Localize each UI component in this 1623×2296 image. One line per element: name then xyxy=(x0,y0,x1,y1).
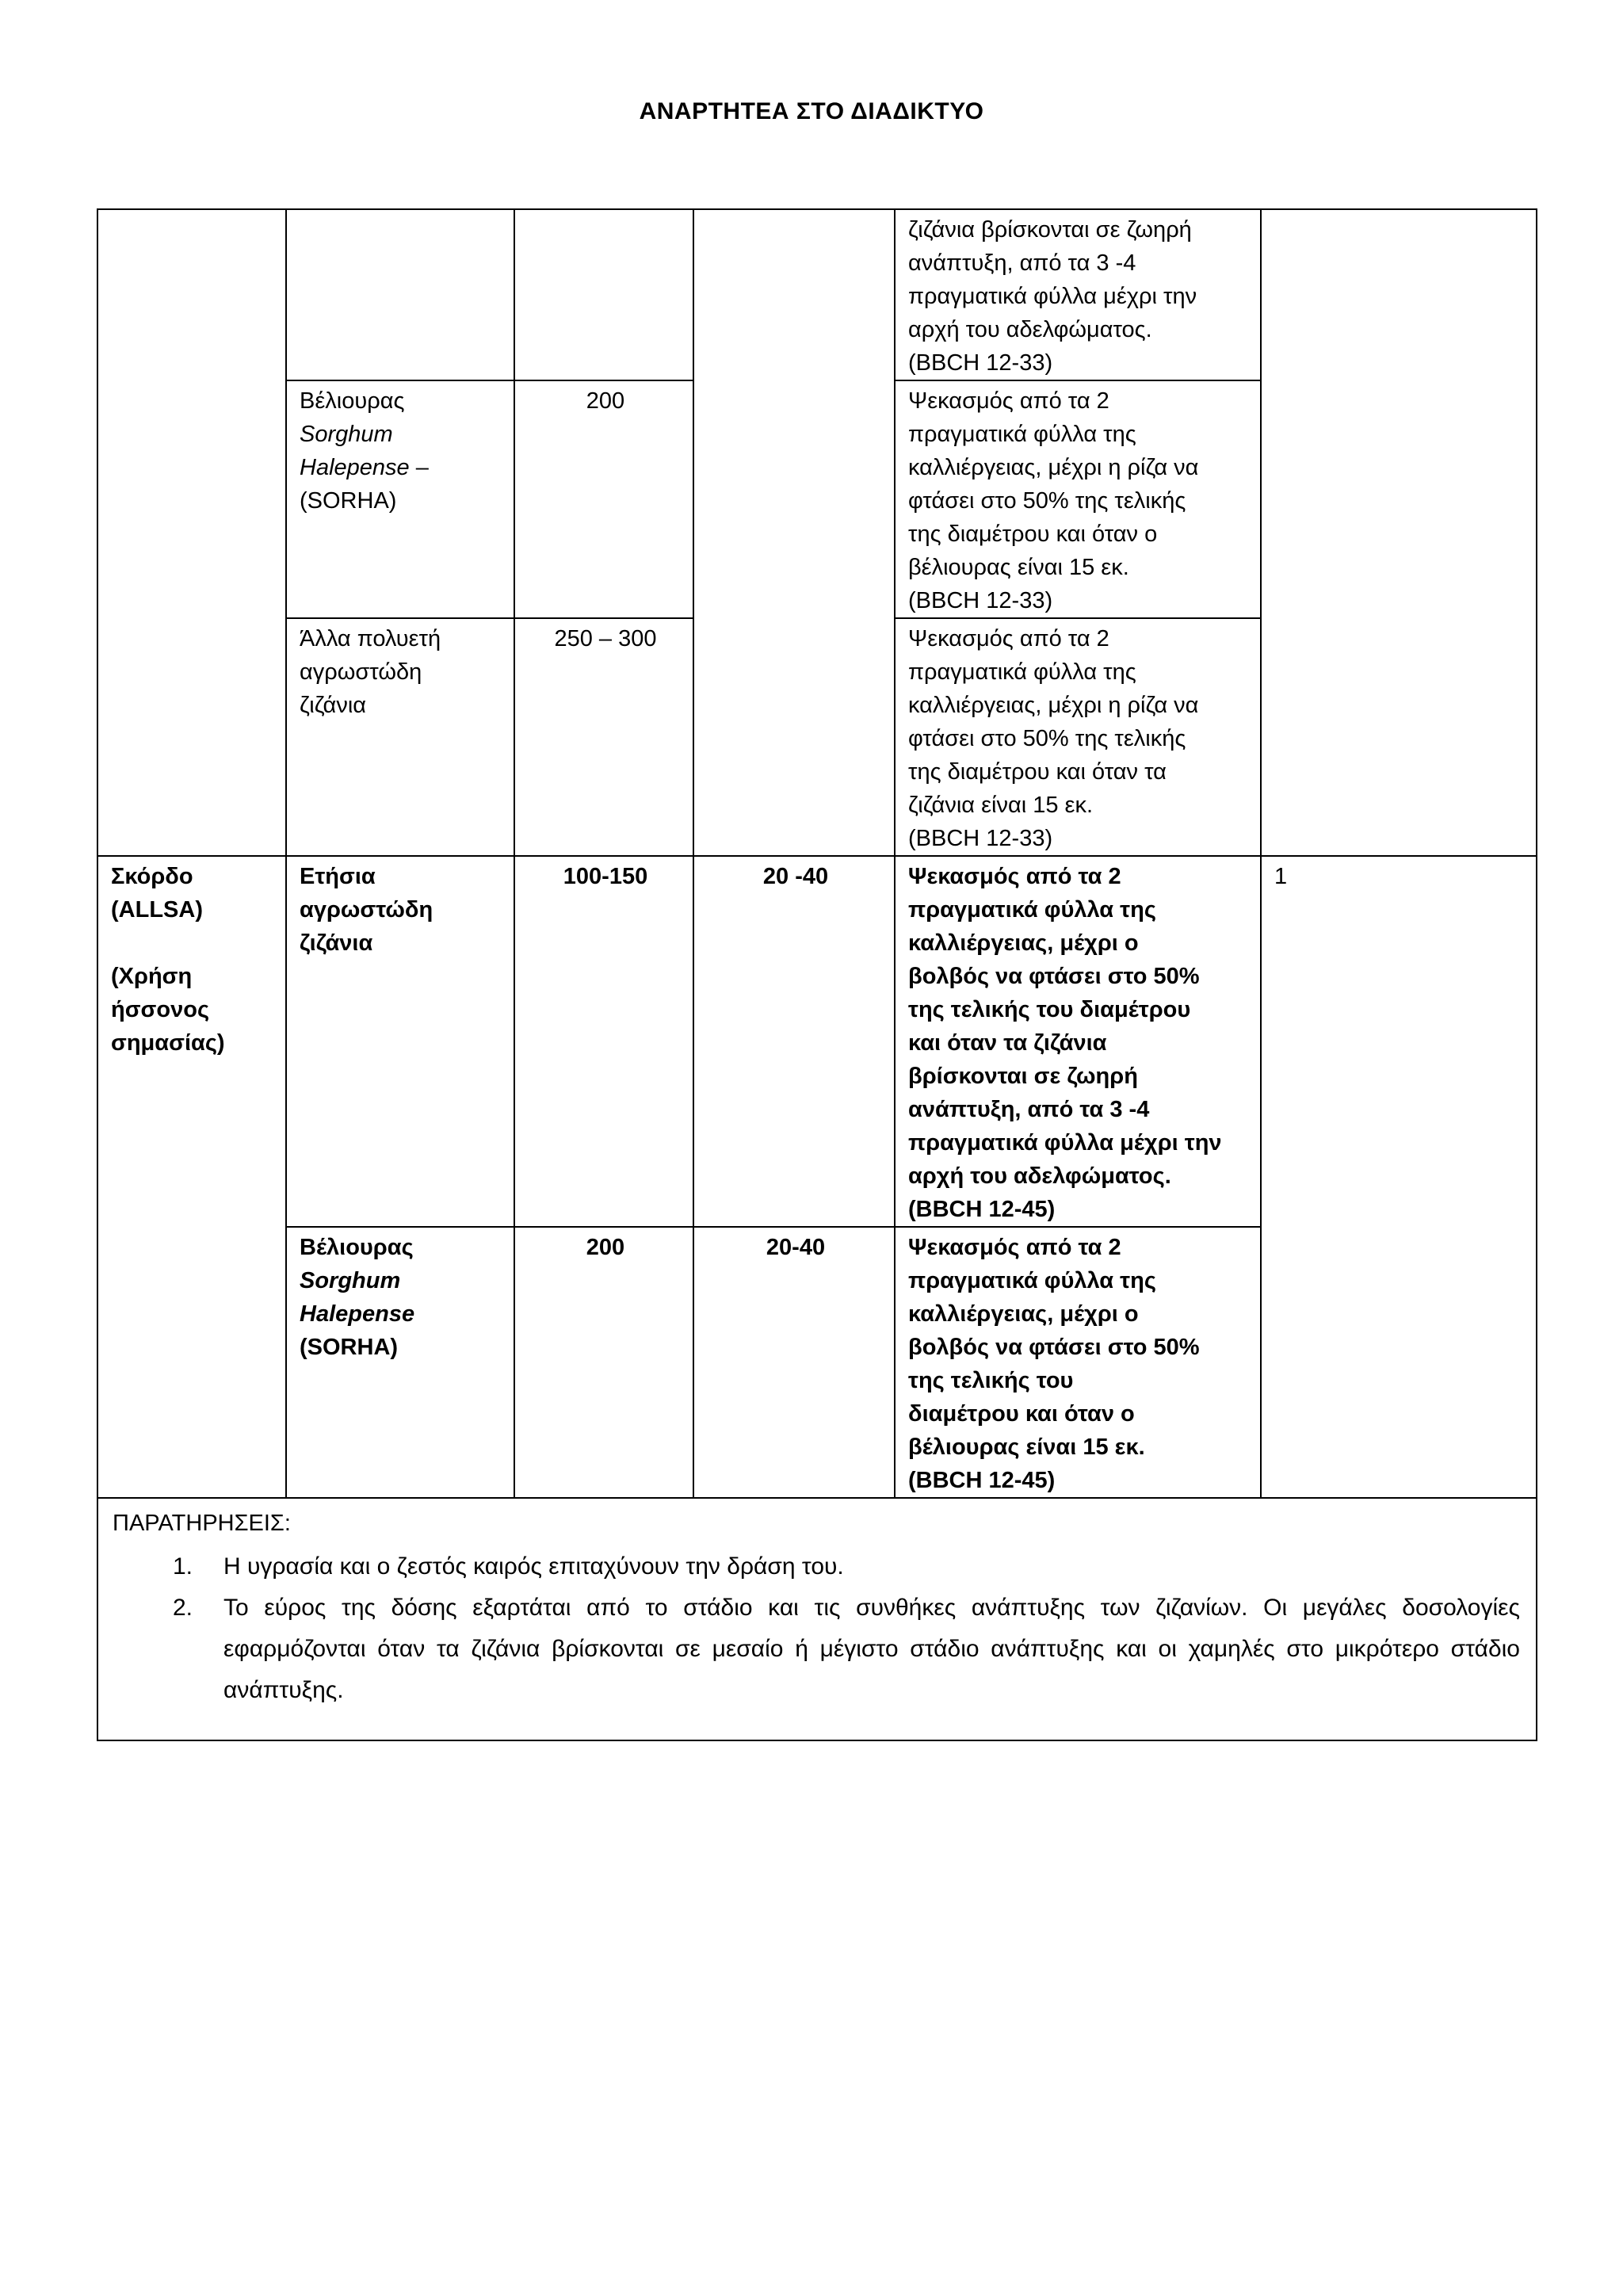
water-cell-empty xyxy=(693,209,895,856)
application-cell: Ψεκασμός από τα 2 πραγματικά φύλλα της καλλιέργειας, μέχρι η ρίζα να φτάσει στο 50% της τελικής της διαμέτρου και όταν τα ζιζάνια είναι 15 εκ. (BBCH 12-33) xyxy=(895,618,1261,856)
notes-cell xyxy=(97,1498,1537,1740)
water-volume-cell: 20 -40 xyxy=(693,856,895,1227)
weed-common-name: Βέλιουρας xyxy=(300,388,405,414)
list-item-number: 2. xyxy=(173,1595,193,1621)
dose-cell: 250 – 300 xyxy=(514,618,693,856)
crop-cell: Σκόρδο (ALLSA) (Χρήση ήσσονος σημασίας) xyxy=(97,856,286,1498)
list-item xyxy=(173,1546,1526,1587)
page-header: ΑΝΑΡΤΗΤΕΑ ΣΤΟ ΔΙΑΔΙΚΤΥΟ xyxy=(639,98,984,124)
weed-common-name: Βέλιουρας xyxy=(300,1235,414,1260)
weed-latin-name: Sorghum Halepense xyxy=(300,1268,415,1327)
table-row xyxy=(97,856,1537,1227)
weed-cell xyxy=(286,380,514,618)
list-item-text: Η υγρασία και ο ζεστός καιρός επιταχύνουν την δράση του. xyxy=(223,1553,844,1580)
weed-cell xyxy=(286,1227,514,1498)
application-cell: Ψεκασμός από τα 2 πραγματικά φύλλα της καλλιέργειας, μέχρι ο βολβός να φτάσει στο 50% της τελικής του διαμέτρου και όταν τα ζιζάνια βρίσκονται σε ζωηρή ανάπτυξη, από τα 3 -4 πραγματικά φύλλα μέχρι την αρχή του αδελφώματος. (BBCH 12-45) xyxy=(895,856,1261,1227)
application-cell: Ψεκασμός από τα 2 πραγματικά φύλλα της καλλιέργειας, μέχρι ο βολβός να φτάσει στο 50% της τελικής του διαμέτρου και όταν ο βέλιουρας είναι 15 εκ. (BBCH 12-45) xyxy=(895,1227,1261,1498)
crop-cell-empty xyxy=(97,209,286,856)
list-item-text: Το εύρος της δόσης εξαρτάται από το στάδιο και τις συνθήκες ανάπτυξης των ζιζανίων. Οι μεγάλες δοσολογίες εφαρμόζονται όταν τα ζιζάνια βρίσκονται σε μεσαίο ή μέγιστο στάδιο ανάπτυξης και οι χαμηλές στο μικρότερο στάδιο ανάπτυξης. xyxy=(223,1595,1520,1703)
notes-title: ΠΑΡΑΤΗΡΗΣΕΙΣ: xyxy=(113,1511,291,1536)
list-item xyxy=(173,1587,1526,1711)
applications-count-cell-empty xyxy=(1261,209,1537,856)
applications-count-cell: 1 xyxy=(1261,856,1537,1498)
weed-cell: Άλλα πολυετή αγρωστώδη ζιζάνια xyxy=(286,618,514,856)
dose-cell-empty xyxy=(514,209,693,380)
application-cell: ζιζάνια βρίσκονται σε ζωηρή ανάπτυξη, από τα 3 -4 πραγματικά φύλλα μέχρι την αρχή του αδελφώματος. (BBCH 12-33) xyxy=(895,209,1261,380)
dose-cell: 100-150 xyxy=(514,856,693,1227)
water-volume-cell: 20-40 xyxy=(693,1227,895,1498)
weed-cell-empty xyxy=(286,209,514,380)
weed-code: – (SORHA) xyxy=(300,455,429,514)
notes-row xyxy=(97,1498,1537,1740)
dosage-table xyxy=(97,208,1537,1741)
dose-cell: 200 xyxy=(514,380,693,618)
application-cell: Ψεκασμός από τα 2 πραγματικά φύλλα της καλλιέργειας, μέχρι η ρίζα να φτάσει στο 50% της τελικής της διαμέτρου και όταν ο βέλιουρας είναι 15 εκ. (BBCH 12-33) xyxy=(895,380,1261,618)
dose-cell: 200 xyxy=(514,1227,693,1498)
list-item-number: 1. xyxy=(173,1553,193,1580)
weed-cell: Ετήσια αγρωστώδη ζιζάνια xyxy=(286,856,514,1227)
notes-list xyxy=(113,1546,1526,1711)
weed-latin-name: Sorghum Halepense xyxy=(300,422,410,480)
table-row xyxy=(97,209,1537,380)
weed-code: (SORHA) xyxy=(300,1335,399,1360)
